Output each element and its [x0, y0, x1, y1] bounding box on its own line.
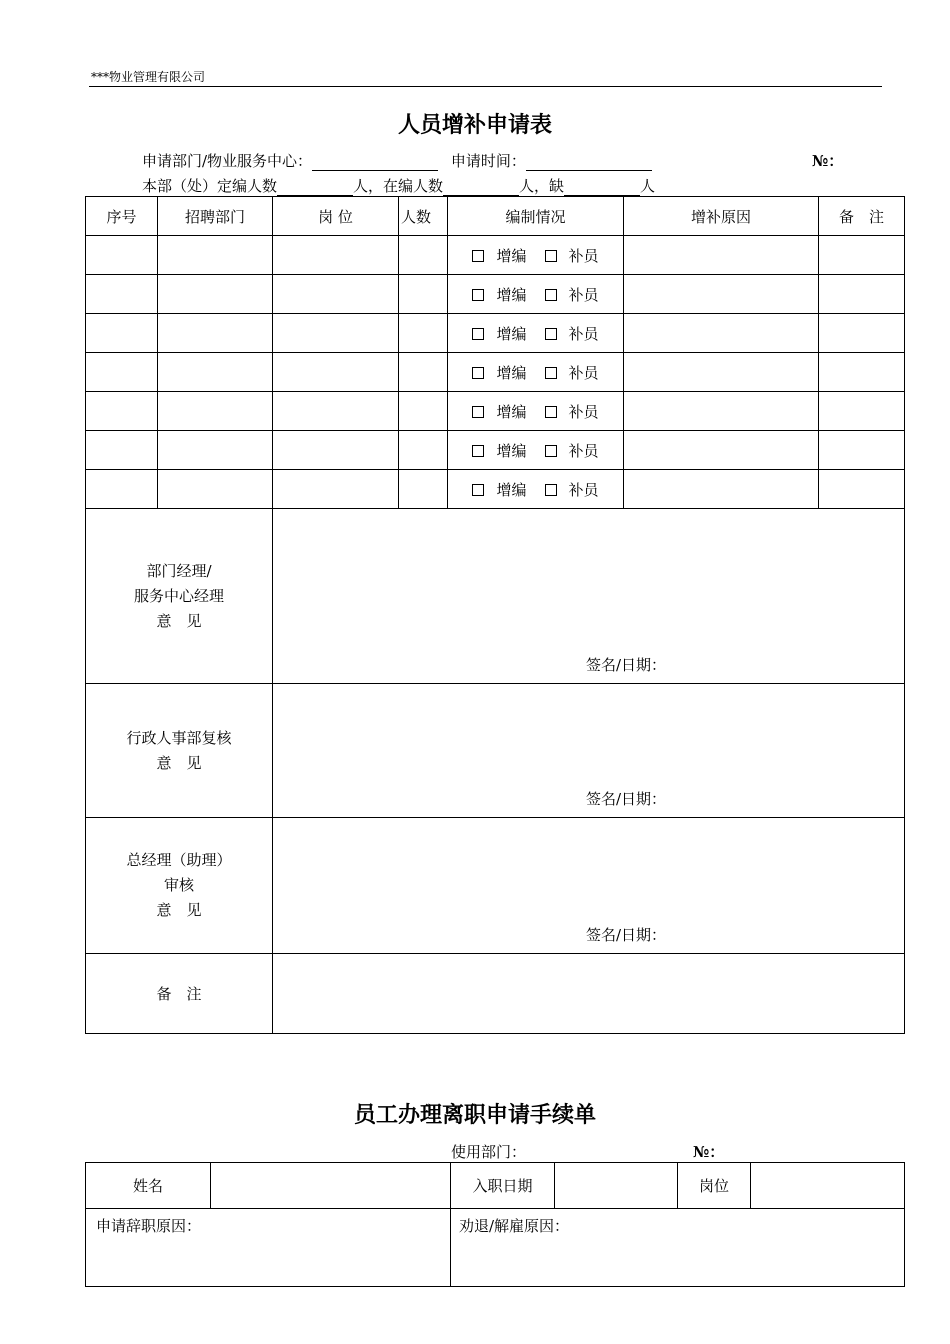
col-header: 编制情况: [448, 197, 624, 236]
entry-date-field[interactable]: [555, 1163, 678, 1209]
row-seq-cell[interactable]: [86, 314, 158, 353]
remark-field[interactable]: [273, 954, 905, 1034]
hr-approval-row: [86, 684, 905, 818]
sign-date-label: 签名/日期：: [585, 656, 666, 674]
row-position-cell[interactable]: [273, 275, 399, 314]
option-fill-label: 补员: [568, 285, 599, 304]
staffing-unit: 人: [640, 177, 656, 195]
apply-dept-row: [142, 150, 652, 171]
row-position-cell[interactable]: [273, 236, 399, 275]
checkbox-fill[interactable]: [545, 289, 557, 301]
row-remark-cell[interactable]: [819, 431, 905, 470]
remark-row: [86, 954, 905, 1034]
manager-label-line: 意 见: [156, 611, 202, 630]
hr-approval-label: [86, 684, 273, 818]
option-add-label: 增编: [496, 441, 527, 460]
use-dept-label: 使用部门：: [451, 1143, 527, 1161]
gm-approval-label: [86, 818, 273, 954]
reason-row: [86, 1209, 905, 1287]
row-dept-cell[interactable]: [158, 353, 273, 392]
option-fill-label: 补员: [568, 441, 599, 460]
staffing-current-field[interactable]: [443, 179, 519, 196]
gm-label-line: 意 见: [156, 901, 202, 919]
row-reason-cell[interactable]: [624, 353, 819, 392]
gm-label-line: 总经理（助理）: [126, 851, 232, 869]
apply-time-label: 申请时间：: [450, 152, 526, 170]
recruit-table: [85, 196, 905, 1034]
gm-label-line: 审核: [163, 876, 194, 894]
checkbox-add[interactable]: [472, 484, 484, 496]
option-add-label: 增编: [496, 480, 527, 499]
manager-label-line: 服务中心经理: [133, 586, 224, 605]
row-dept-cell[interactable]: [158, 470, 273, 509]
hr-label-line: 行政人事部复核: [126, 728, 232, 747]
col-header: 人数: [399, 197, 448, 236]
checkbox-fill[interactable]: [545, 445, 557, 457]
option-fill-label: 补员: [568, 324, 599, 343]
row-seq-cell[interactable]: [86, 236, 158, 275]
col-header: 序号: [86, 197, 158, 236]
checkbox-add[interactable]: [472, 445, 484, 457]
staffing-row: [142, 175, 655, 196]
row-remark-cell[interactable]: [819, 392, 905, 431]
row-seq-cell[interactable]: [86, 470, 158, 509]
row-staffing-cell: [448, 236, 624, 275]
row-count-cell[interactable]: [399, 470, 448, 509]
checkbox-fill[interactable]: [545, 406, 557, 418]
resign-reason-label: 申请辞职原因：: [96, 1217, 202, 1235]
row-remark-cell[interactable]: [819, 470, 905, 509]
checkbox-add[interactable]: [472, 250, 484, 262]
table-row: [86, 275, 905, 314]
row-dept-cell[interactable]: [158, 431, 273, 470]
form1-number-label: №：: [812, 152, 844, 170]
staffing-quota-field[interactable]: [277, 179, 353, 196]
row-reason-cell[interactable]: [624, 392, 819, 431]
checkbox-add[interactable]: [472, 289, 484, 301]
sign-date-label: 签名/日期：: [585, 926, 666, 944]
row-position-cell[interactable]: [273, 314, 399, 353]
header-divider: [89, 86, 882, 87]
col-header: 岗 位: [273, 197, 399, 236]
dismiss-reason-field[interactable]: [451, 1209, 905, 1287]
row-seq-cell[interactable]: [86, 353, 158, 392]
checkbox-fill[interactable]: [545, 250, 557, 262]
sign-date-label: 签名/日期：: [585, 790, 666, 808]
form2-number-label: №：: [693, 1143, 725, 1161]
row-staffing-cell: [448, 470, 624, 509]
row-count-cell[interactable]: [399, 275, 448, 314]
option-fill-label: 补员: [568, 363, 599, 382]
option-add-label: 增编: [496, 363, 527, 382]
row-staffing-cell: [448, 314, 624, 353]
employee-info-row: [86, 1163, 905, 1209]
option-add-label: 增编: [496, 285, 527, 304]
checkbox-add[interactable]: [472, 406, 484, 418]
checkbox-fill[interactable]: [545, 328, 557, 340]
row-seq-cell[interactable]: [86, 431, 158, 470]
row-count-cell[interactable]: [399, 392, 448, 431]
name-label: 姓名: [86, 1163, 211, 1209]
apply-time-field[interactable]: [526, 154, 652, 171]
checkbox-fill[interactable]: [545, 484, 557, 496]
table-row: [86, 431, 905, 470]
apply-dept-field[interactable]: [312, 154, 438, 171]
gm-approval-field[interactable]: [273, 818, 905, 954]
row-position-cell[interactable]: [273, 470, 399, 509]
row-reason-cell[interactable]: [624, 275, 819, 314]
row-staffing-cell: [448, 431, 624, 470]
checkbox-add[interactable]: [472, 367, 484, 379]
row-reason-cell[interactable]: [624, 470, 819, 509]
position-field[interactable]: [751, 1163, 905, 1209]
table-row: [86, 392, 905, 431]
option-add-label: 增编: [496, 246, 527, 265]
row-count-cell[interactable]: [399, 353, 448, 392]
hr-label-line: 意 见: [156, 753, 202, 772]
form2-title: 员工办理离职申请手续单: [353, 1102, 596, 1128]
row-remark-cell[interactable]: [819, 353, 905, 392]
col-header: 增补原因: [624, 197, 819, 236]
row-remark-cell[interactable]: [819, 275, 905, 314]
option-fill-label: 补员: [568, 402, 599, 421]
form1-title: 人员增补申请表: [397, 112, 552, 138]
manager-approval-label: [86, 509, 273, 684]
row-dept-cell[interactable]: [158, 314, 273, 353]
row-dept-cell[interactable]: [158, 275, 273, 314]
row-position-cell[interactable]: [273, 431, 399, 470]
row-seq-cell[interactable]: [86, 392, 158, 431]
row-count-cell[interactable]: [399, 431, 448, 470]
row-dept-cell[interactable]: [158, 392, 273, 431]
row-remark-cell[interactable]: [819, 236, 905, 275]
remark-label: 备 注: [86, 954, 273, 1034]
table-header-row: [86, 197, 905, 236]
row-position-cell[interactable]: [273, 392, 399, 431]
row-reason-cell[interactable]: [624, 314, 819, 353]
row-reason-cell[interactable]: [624, 236, 819, 275]
option-add-label: 增编: [496, 324, 527, 343]
table-row: [86, 470, 905, 509]
option-fill-label: 补员: [568, 246, 599, 265]
staffing-label: 本部（处）定编人数: [142, 177, 278, 195]
checkbox-add[interactable]: [472, 328, 484, 340]
entry-date-label: 入职日期: [451, 1163, 555, 1209]
dismiss-reason-label: 劝退/解雇原因：: [459, 1217, 570, 1235]
checkbox-fill[interactable]: [545, 367, 557, 379]
row-count-cell[interactable]: [399, 236, 448, 275]
col-header: 招聘部门: [158, 197, 273, 236]
manager-approval-field[interactable]: [273, 509, 905, 684]
row-dept-cell[interactable]: [158, 236, 273, 275]
option-fill-label: 补员: [568, 480, 599, 499]
row-reason-cell[interactable]: [624, 431, 819, 470]
apply-dept-label: 申请部门/物业服务中心：: [142, 152, 313, 170]
position-label: 岗位: [678, 1163, 751, 1209]
table-row: [86, 314, 905, 353]
table-row: [86, 236, 905, 275]
row-remark-cell[interactable]: [819, 314, 905, 353]
table-row: [86, 353, 905, 392]
staffing-short-label: 人，缺: [519, 177, 565, 195]
row-staffing-cell: [448, 353, 624, 392]
hr-approval-field[interactable]: [273, 684, 905, 818]
resign-reason-field[interactable]: [86, 1209, 451, 1287]
row-staffing-cell: [448, 392, 624, 431]
gm-approval-row: [86, 818, 905, 954]
col-header: 备 注: [819, 197, 905, 236]
option-add-label: 增编: [496, 402, 527, 421]
resignation-table: [85, 1162, 905, 1287]
row-seq-cell[interactable]: [86, 275, 158, 314]
row-position-cell[interactable]: [273, 353, 399, 392]
manager-approval-row: [86, 509, 905, 684]
staffing-current-label: 人，在编人数: [353, 177, 444, 195]
staffing-short-field[interactable]: [564, 179, 640, 196]
row-count-cell[interactable]: [399, 314, 448, 353]
row-staffing-cell: [448, 275, 624, 314]
company-name: ***物业管理有限公司: [91, 70, 206, 84]
manager-label-line: 部门经理/: [146, 561, 212, 580]
name-field[interactable]: [211, 1163, 451, 1209]
